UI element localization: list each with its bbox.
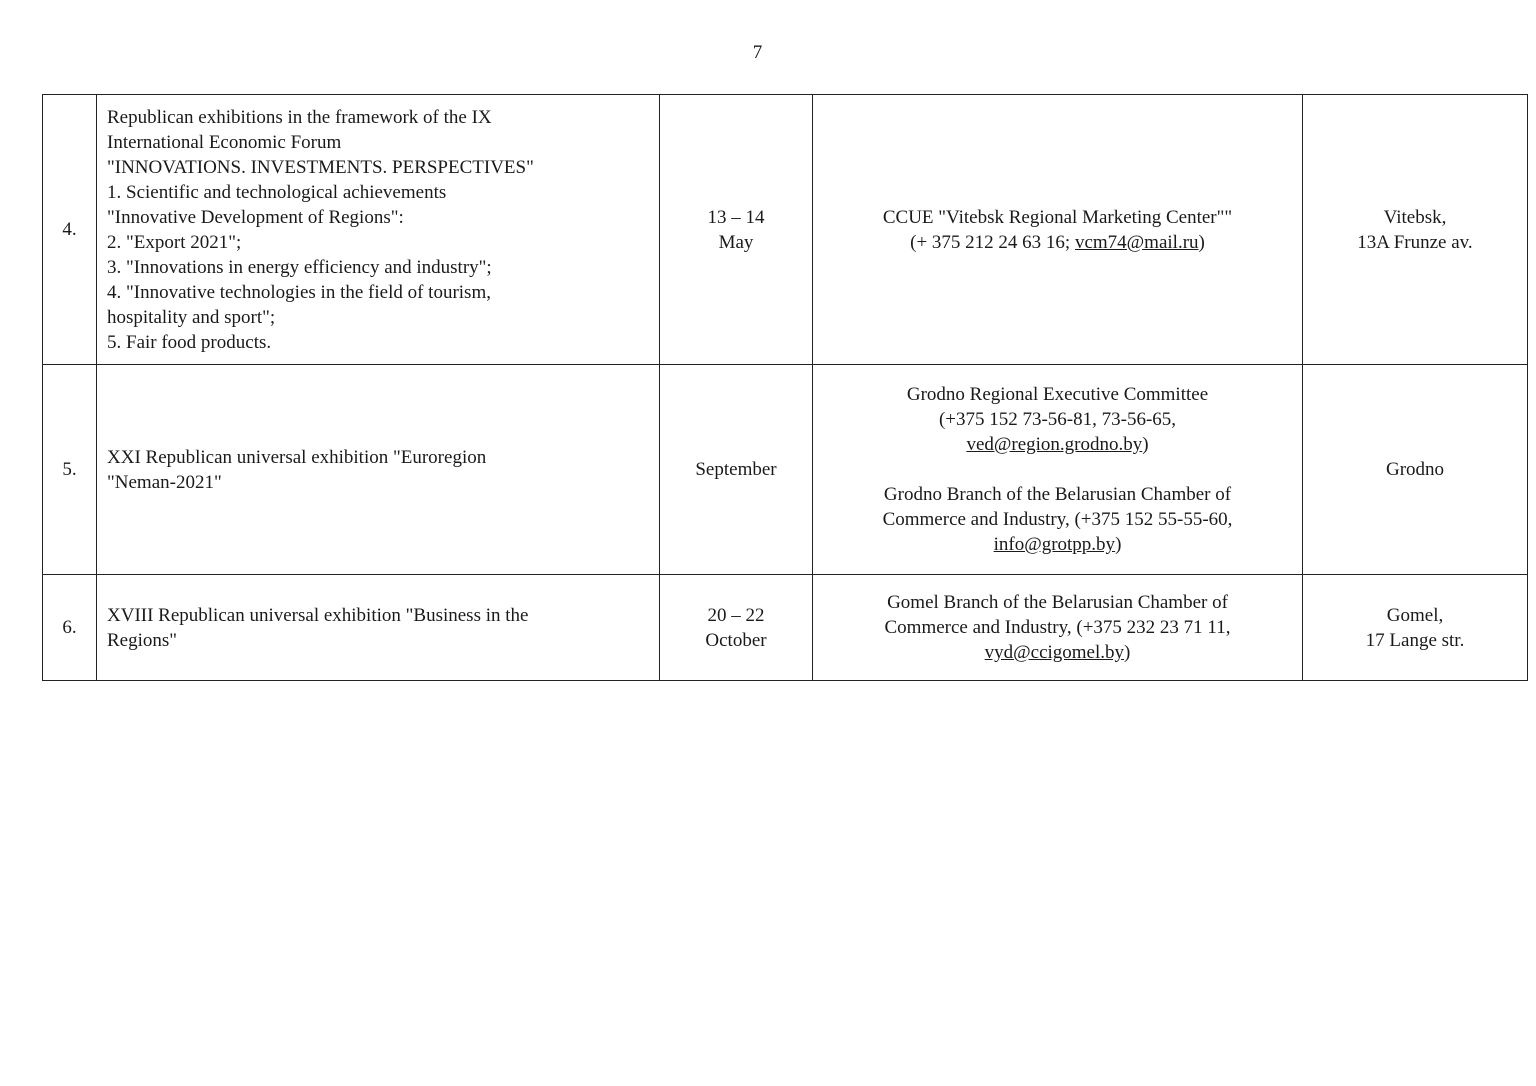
exhibition-name-cell: [97, 365, 660, 575]
spacer: [821, 457, 1294, 482]
exhibition-name-line: XVIII Republican universal exhibition "Business in the: [107, 604, 529, 626]
exhibition-name-line: 2. "Export 2021";: [107, 231, 242, 253]
row-number: 4.: [62, 219, 77, 240]
email-link[interactable]: info@grotpp.by: [993, 534, 1116, 555]
date-line: 20 – 22: [707, 604, 765, 626]
email-link[interactable]: vyd@ccigomel.by: [984, 642, 1125, 663]
exhibition-name-line: "INNOVATIONS. INVESTMENTS. PERSPECTIVES": [107, 156, 534, 178]
date-cell: [660, 575, 813, 681]
contact-suffix: ): [1142, 434, 1149, 455]
date-line: May: [718, 231, 754, 253]
exhibition-name-line: Republican exhibitions in the framework of the IX: [107, 106, 492, 128]
organizer-name: Grodno Regional Executive Committee: [906, 384, 1209, 405]
date-line: October: [705, 629, 767, 651]
exhibition-name-line: International Economic Forum: [107, 131, 342, 153]
place-cell: [1303, 365, 1528, 575]
organizer-cell: [813, 575, 1303, 681]
exhibition-name-cell: [97, 575, 660, 681]
organizer-cell: [813, 365, 1303, 575]
contact-suffix: ): [1198, 231, 1205, 253]
place-line: Gomel,: [1386, 604, 1444, 626]
organizer-cell: [813, 95, 1303, 365]
date-cell: [660, 95, 813, 365]
place-cell: [1303, 575, 1528, 681]
exhibitions-table: [42, 94, 1528, 681]
row-number-cell: [43, 575, 97, 681]
organizer-email-line: [821, 432, 1294, 457]
exhibition-name-cell: [97, 95, 660, 365]
contact-suffix: ): [1124, 642, 1131, 663]
organizer-email-line: [821, 640, 1294, 665]
organizer-contact: Commerce and Industry, (+375 232 23 71 11,: [884, 617, 1231, 638]
exhibition-name-line: "Innovative Development of Regions":: [107, 206, 404, 228]
email-link[interactable]: ved@region.grodno.by: [966, 434, 1143, 455]
date-line: 13 – 14: [707, 206, 765, 228]
place-cell: [1303, 95, 1528, 365]
date-cell: [660, 365, 813, 575]
table-row: [43, 575, 1528, 681]
email-link[interactable]: vcm74@mail.ru: [1074, 231, 1199, 253]
place-line: 13A Frunze av.: [1357, 231, 1473, 253]
organizer-email-line: [821, 532, 1294, 557]
exhibition-name-line: "Neman-2021": [107, 471, 222, 493]
contact-suffix: ): [1115, 534, 1122, 555]
organizer-contact: [821, 230, 1294, 255]
organizer-name: Gomel Branch of the Belarusian Chamber of: [887, 592, 1228, 613]
place-line: Grodno: [1385, 459, 1445, 480]
exhibition-name-line: Regions": [107, 629, 178, 651]
table-row: [43, 365, 1528, 575]
organizer-name: CCUE "Vitebsk Regional Marketing Center"": [882, 206, 1233, 228]
place-line: 17 Lange str.: [1365, 629, 1465, 651]
exhibition-name-line: 3. "Innovations in energy efficiency and industry";: [107, 256, 492, 278]
exhibition-name-line: hospitality and sport";: [107, 306, 276, 328]
organizer-contact: (+375 152 73-56-81, 73-56-65,: [938, 409, 1177, 430]
exhibition-name-line: 1. Scientific and technological achievements: [107, 181, 447, 203]
exhibition-name-line: 5. Fair food products.: [107, 331, 272, 353]
exhibition-name-line: XXI Republican universal exhibition "Euroregion: [107, 446, 487, 468]
row-number-cell: [43, 365, 97, 575]
row-number: 6.: [62, 617, 77, 638]
place-line: Vitebsk,: [1383, 206, 1447, 228]
page-number: 7: [752, 42, 763, 63]
contact-phone: (+ 375 212 24 63 16;: [910, 231, 1075, 253]
date-line: September: [695, 459, 777, 480]
row-number: 5.: [62, 459, 77, 480]
table-row: [43, 95, 1528, 365]
exhibition-name-line: 4. "Innovative technologies in the field of tourism,: [107, 281, 491, 303]
row-number-cell: [43, 95, 97, 365]
organizer-name: Grodno Branch of the Belarusian Chamber of: [883, 484, 1232, 505]
organizer-contact: Commerce and Industry, (+375 152 55-55-60,: [882, 509, 1233, 530]
